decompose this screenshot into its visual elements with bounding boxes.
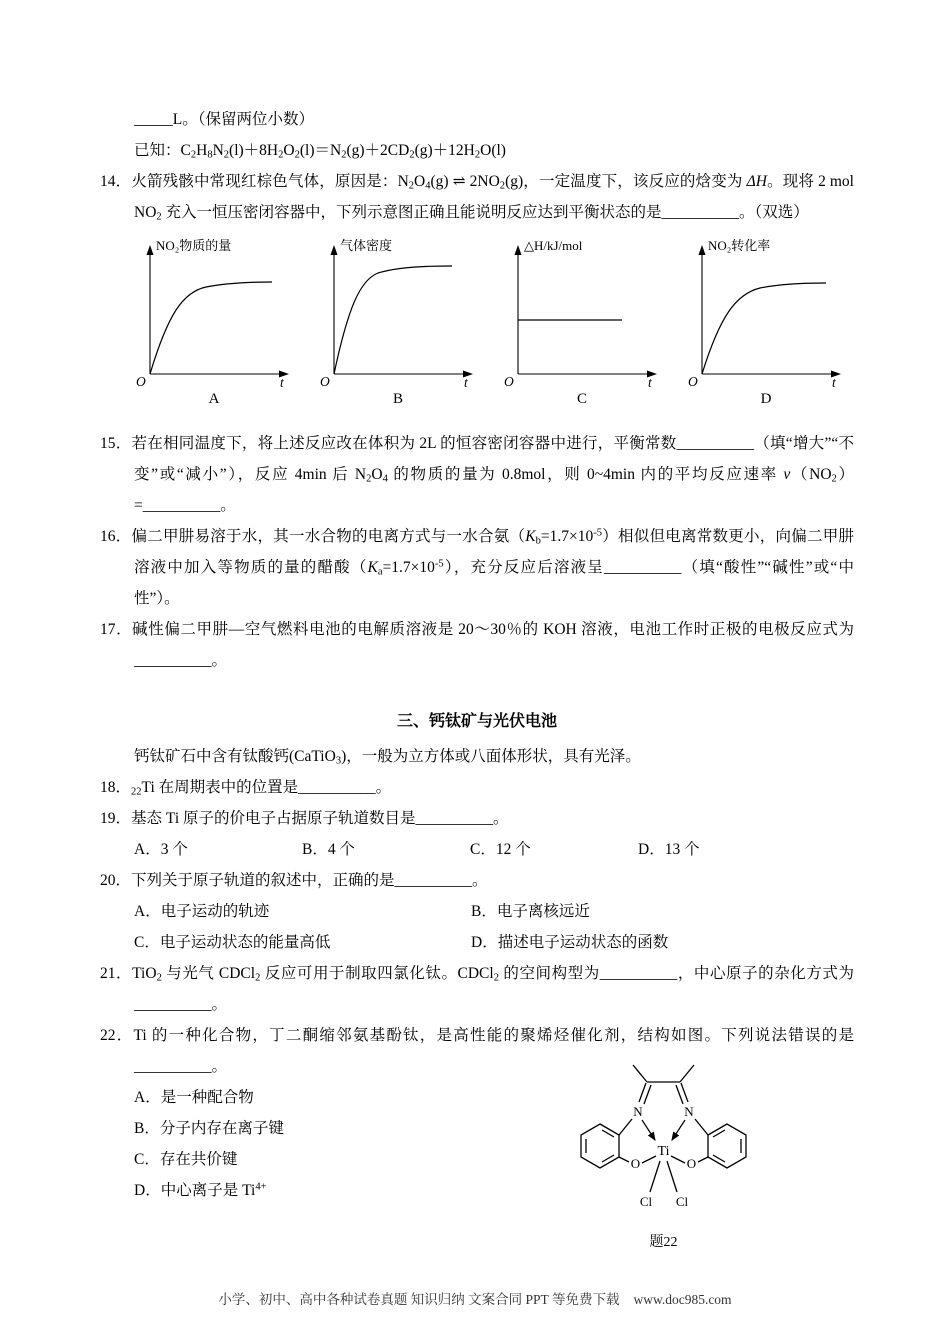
known-equation: 已知：$C_2H_8N_2(l)+8H_2O_2(l)=N_2(g)+2CD_2(g)+12H_2O(l)$ [134, 142, 506, 161]
option-a: A．是一种配合物 [134, 1089, 254, 1106]
question-16-text: 偏二甲肼易溶于水，其一水合物的电离方式与一水合氨$(K_b=1.7\times 10^{-5})$相似但电离常数更小，向偏二甲肼溶液中加入等物质的量的醋酸$(K_a=1.7\times 10^{-5})$，充分反应后溶液呈__________（填“酸性”“碱性”或“中性”）。 [131, 527, 854, 607]
origin-label: O [688, 374, 698, 388]
chart-D [680, 236, 852, 408]
question-14 [100, 166, 854, 228]
question-21-number: 21． [100, 965, 133, 982]
chart-C-letter: C [576, 391, 587, 407]
chart-C [496, 236, 668, 408]
chart-D-letter: D [760, 391, 772, 407]
question-19-text: 基态 Ti 原子的价电子占据原子轨道数目是__________。 [131, 810, 509, 827]
question-22-options [100, 1082, 520, 1206]
question-14-number: 14． [100, 173, 132, 190]
section-intro: 钙钛矿石中含有钛酸钙(CaTiO$_3$)，一般为立方体或八面体形状，具有光泽。 [134, 748, 641, 767]
origin-label: O [320, 374, 330, 388]
chart-D-plot [680, 236, 852, 388]
option-a: A．电子运动的轨迹 [134, 903, 270, 920]
y-axis-label: 气体密度 [340, 238, 393, 253]
y-axis-arrow-icon [331, 245, 338, 255]
question-18-number: 18． [100, 779, 132, 796]
y-axis-label: NO₂转化率 [708, 238, 771, 253]
y-axis-arrow-icon [515, 245, 522, 255]
chart-B-plot [312, 236, 484, 388]
n-atom-right: N [684, 1104, 694, 1119]
chart-A-letter: A [208, 391, 220, 407]
x-axis-label: t [832, 375, 836, 388]
benzene-ring-left [581, 1124, 619, 1168]
question-20-number: 20． [100, 872, 132, 889]
question-15-number: 15． [100, 435, 132, 452]
y-axis-label: △H/kJ/mol [524, 238, 583, 253]
question-20-options-row-2 [134, 927, 854, 958]
footer-text: 小学、初中、高中各种试卷真题 知识归纳 文案合同 PPT 等免费下载 [218, 1292, 620, 1307]
question-18 [100, 772, 854, 803]
question-15-text: 若在相同温度下，将上述反应改在体积为 2L 的恒容密闭容器中进行，平衡常数__________（填“增大”“不变”或“减小”），反应 4min 后 $N_2O_4$ 的物质的量为 0.8mol，则 0~4min 内的平均反应速率 $v(NO_2)=\_\_\_\_\_\_\_\_\_\_$。 [131, 435, 854, 514]
o-atom-right: O [686, 1156, 697, 1171]
question-15 [100, 428, 854, 521]
question-19-options [134, 834, 854, 865]
question-20-options-row-1 [134, 896, 854, 927]
y-axis-arrow-icon [147, 245, 154, 255]
n-atom-left: N [633, 1104, 643, 1119]
option-d: D．13 个 [638, 841, 700, 858]
benzene-ring-right [708, 1124, 746, 1168]
chart-B [312, 236, 484, 408]
bonds [619, 1065, 708, 1192]
x-axis-label: t [648, 375, 652, 388]
charts-row [128, 236, 854, 408]
chart-A [128, 236, 300, 408]
question-16-number: 16． [100, 528, 132, 545]
ti-complex-figure [561, 1056, 766, 1253]
ti-atom: Ti [657, 1144, 670, 1159]
option-c: C．12 个 [470, 841, 531, 858]
option-b: B．电子离核远近 [471, 903, 590, 920]
figure-caption: 题22 [649, 1235, 678, 1250]
y-axis-arrow-icon [699, 245, 706, 255]
section-title: 三、钙钛矿与光伏电池 [396, 713, 557, 730]
option-b: B．分子内存在离子键 [134, 1120, 284, 1137]
question-18-text: $_{22}$Ti 在周期表中的位置是__________。 [131, 779, 392, 798]
curve-rise-plateau [702, 283, 826, 374]
x-axis-label: t [280, 375, 284, 388]
question-21-text: TiO$_2$ 与光气 CDCl$_2$ 反应可用于制取四氯化钛。CDCl$_2$ 的空间构型为__________，中心原子的杂化方式为__________。 [132, 965, 854, 1013]
y-axis-label: NO₂物质的量 [156, 238, 232, 253]
dative-bond-arrows [642, 1120, 685, 1140]
option-a: A．3 个 [134, 841, 188, 858]
question-22-number: 22． [100, 1027, 134, 1044]
axes [334, 252, 466, 374]
question-16 [100, 521, 854, 614]
option-d: D．中心离子是 $Ti^{4+}$ [134, 1181, 267, 1199]
axes [702, 252, 834, 374]
question-17-text: 碱性偏二甲肼—空气燃料电池的电解质溶液是 20～30％的 KOH 溶液，电池工作时正极的电极反应式为__________。 [132, 621, 854, 669]
footer-url[interactable]: www.doc985.com [633, 1292, 732, 1307]
option-c: C．存在共价键 [134, 1151, 238, 1168]
option-b: B．4 个 [302, 841, 355, 858]
blank-answer-line: _____L。（保留两位小数） [134, 111, 314, 128]
origin-label: O [504, 374, 514, 388]
atom-labels [631, 1104, 696, 1209]
chart-A-plot [128, 236, 300, 388]
x-axis-label: t [464, 375, 468, 388]
o-atom-left: O [630, 1156, 641, 1171]
axes [518, 252, 650, 374]
axes [150, 252, 282, 374]
question-19 [100, 803, 854, 834]
question-22 [100, 1020, 854, 1258]
question-21 [100, 958, 854, 1020]
ti-complex-structure [561, 1056, 766, 1228]
chart-B-letter: B [392, 391, 403, 407]
origin-label: O [136, 374, 146, 388]
cl-atom-right: Cl [675, 1194, 689, 1209]
question-14-text: 火箭残骸中常现红棕色气体，原因是：$N_2O_4(g)$ ⇌ $2NO_2(g)$，一定温度下，该反应的焓变为 ΔH。现将 2 mol $NO_2$ 充入一恒压密闭容器中，下列示意图正确且能说明反应达到平衡状态的是__________。（双选） [131, 173, 854, 223]
question-17 [100, 614, 854, 676]
question-20-text: 下列关于原子轨道的叙述中，正确的是__________。 [131, 872, 488, 889]
question-22-text: Ti 的一种化合物，丁二酮缩邻氨基酚钛，是高性能的聚烯烃催化剂，结构如图。下列说法错误的是__________。 [133, 1027, 854, 1075]
curve-rise-plateau [334, 266, 452, 374]
curve-rise-plateau [150, 282, 272, 374]
option-c: C．电子运动状态的能量高低 [134, 934, 331, 951]
option-d: D．描述电子运动状态的函数 [471, 934, 669, 951]
cl-atom-left: Cl [639, 1194, 653, 1209]
chart-C-plot [496, 236, 668, 388]
question-19-number: 19． [100, 810, 132, 827]
question-20 [100, 865, 854, 896]
page-footer [0, 1290, 950, 1310]
question-17-number: 17． [100, 621, 133, 638]
